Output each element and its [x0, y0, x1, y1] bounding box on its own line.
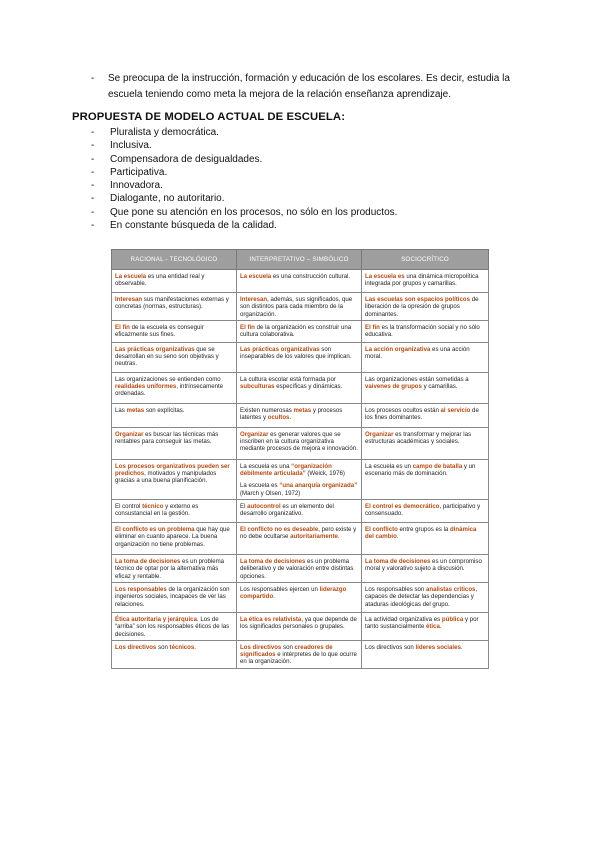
table-cell — [112, 372, 237, 403]
column-header-rational: RACIONAL - TECNOLÓGICO — [112, 250, 237, 270]
column-header-sociocritical: SOCIOCRÍTICO — [362, 250, 489, 270]
keyword-text: técnicos — [169, 643, 195, 651]
table-row — [112, 582, 489, 612]
keyword-text: campo de batalla — [412, 462, 463, 470]
keyword-text: Organizar — [240, 430, 269, 438]
keyword-text: pública — [441, 615, 464, 623]
list-bullet: - — [91, 127, 95, 138]
list-item: - Participativa. — [91, 166, 168, 178]
keyword-text: La escuela — [115, 273, 147, 280]
school-features-list — [91, 126, 397, 232]
list-item: - Compensadora de desigualdades. — [91, 153, 263, 165]
keyword-text: Los responsables — [115, 585, 167, 593]
cell-text: . — [337, 533, 340, 541]
table-cell — [112, 293, 237, 321]
school-models-table — [111, 249, 489, 669]
table-cell — [362, 612, 489, 640]
cell-text: de la organización es construir una cultura colaborativa. — [240, 323, 352, 339]
intro-text: Se preocupa de la instrucción, formación y educación de los escolares. Es decir, estudia la escuela teniendo como meta la mejora de la relación enseñanza aprendizaje. — [108, 73, 510, 100]
cell-text: sus manifestaciones externas y concretas (normas, estructuras). — [115, 296, 229, 311]
keyword-text: Interesan — [240, 296, 268, 303]
keyword-text: El fin — [365, 323, 380, 331]
table-cell — [112, 270, 237, 293]
keyword-text: técnico — [142, 503, 164, 511]
table-cell — [237, 372, 362, 403]
table-cell — [362, 293, 489, 321]
table-cell — [237, 523, 362, 555]
cell-text: . — [194, 643, 196, 651]
table-cell — [237, 403, 362, 427]
table-cell — [237, 555, 362, 583]
cell-text: son — [281, 643, 295, 651]
keyword-text: subculturas — [240, 383, 275, 391]
table-cell — [362, 372, 489, 403]
keyword-text: analistas críticos — [425, 585, 476, 593]
table-row — [112, 293, 489, 321]
cell-text: de liberación de la opresión de grupos dominantes. — [365, 296, 479, 318]
cell-text: . — [439, 623, 442, 631]
cell-text: es buscar las técnicas más rentables para conseguir las metas. — [115, 430, 219, 446]
keyword-text: Organizar — [115, 430, 144, 438]
keyword-text: Interesan — [115, 296, 143, 303]
cell-text: es un elemento del desarrollo organizativo. — [240, 503, 334, 518]
table-cell — [237, 293, 362, 321]
keyword-text: Las prácticas organizativas — [240, 345, 320, 353]
table-cell — [112, 582, 237, 612]
cell-text: , participativo y consensuado. — [365, 503, 481, 518]
cell-text: y por tanto sustancialmente — [365, 615, 479, 631]
keyword-text: La acción organizativa — [365, 345, 431, 353]
cell-text: de la escuela es conseguir eficazmente sus fines. — [115, 323, 204, 339]
table-cell — [237, 500, 362, 523]
keyword-text: Las prácticas organizativas — [115, 345, 195, 353]
intro-bullet: - — [91, 73, 95, 84]
table-cell — [112, 500, 237, 523]
table-cell — [362, 459, 489, 499]
table-cell — [237, 270, 362, 293]
cell-text: El control — [115, 503, 143, 511]
intro-paragraph — [91, 71, 531, 103]
keyword-text: ocultos — [267, 414, 290, 422]
table-cell — [362, 403, 489, 427]
cell-text: y procesos latentes y — [240, 406, 343, 422]
cell-text: (Weick, 1976) — [305, 470, 345, 478]
cell-text: . — [396, 533, 399, 541]
table-row — [112, 342, 489, 372]
list-item: - Dialogante, no autoritario. — [91, 193, 225, 205]
cell-text: es una acción moral. — [365, 345, 470, 361]
table-row — [112, 523, 489, 555]
table-cell — [362, 582, 489, 612]
table-body — [112, 270, 489, 669]
cell-text: Los procesos ocultos están — [365, 406, 441, 414]
cell-text: La cultura escolar está formada por — [240, 375, 336, 383]
keyword-text: La toma de decisiones — [365, 558, 431, 566]
cell-text: , ya que depende de los significados personales o grupales. — [240, 615, 357, 631]
table-cell — [362, 320, 489, 342]
list-bullet: - — [91, 153, 95, 165]
cell-text: , intrínsecamente ordenadas. — [115, 383, 224, 398]
keyword-text: Ética autoritaria y jerárquica — [115, 615, 197, 623]
cell-text: . — [289, 414, 292, 422]
cell-text: específicas y dinámicas. — [274, 383, 343, 391]
table-row — [112, 372, 489, 403]
table-cell — [112, 523, 237, 555]
cell-text: Las — [115, 406, 127, 414]
table-cell — [112, 342, 237, 372]
keyword-text: La ética es relativista — [240, 615, 302, 623]
cell-text: de los fines dominantes. — [365, 406, 479, 422]
list-item: - En constante búsqueda de la calidad. — [91, 220, 277, 232]
table-cell — [237, 459, 362, 499]
keyword-text: El fin — [240, 323, 255, 331]
cell-text: , pero existe y no debe ocultarse — [240, 526, 357, 541]
cell-text: son — [156, 643, 170, 651]
table-row — [112, 320, 489, 342]
list-bullet: - — [91, 166, 95, 178]
keyword-text: Los directivos — [115, 643, 157, 651]
cell-text: e intérpretes de lo que ocurre en la organización. — [240, 651, 357, 666]
table-row — [112, 612, 489, 640]
list-bullet: - — [91, 220, 95, 232]
keyword-text: liderazgo compartido — [240, 585, 347, 601]
keyword-text: El fin — [115, 323, 130, 331]
keyword-text: La escuela — [240, 273, 272, 280]
cell-text: . — [273, 593, 275, 601]
cell-text: . — [460, 643, 463, 651]
table-row — [112, 459, 489, 499]
table-cell — [112, 320, 237, 342]
cell-text: una dinámica micropolítica integrada por grupos y camarillas. — [365, 273, 479, 288]
table-row — [112, 640, 489, 668]
cell-text: es una construcción cultural. — [271, 273, 351, 280]
cell-text: es la transformación social y no sólo educativa. — [365, 323, 480, 339]
list-bullet: - — [91, 206, 95, 218]
cell-text: son inseparables de los valores que implican. — [240, 345, 352, 361]
table-cell — [112, 427, 237, 459]
cell-text: La escuela es — [240, 482, 280, 490]
cell-text: La escuela es una — [240, 462, 292, 470]
keyword-text: autocontrol — [247, 503, 281, 511]
cell-text: La actividad organizativa es — [365, 615, 442, 623]
table-cell — [362, 270, 489, 293]
cell-text: y camarillas. — [421, 383, 458, 391]
cell-text: Los directivos son — [365, 643, 416, 651]
cell-text: , además, sus significados, que son distintos para cada miembro de la organización. — [240, 296, 353, 318]
keyword-text: El control es democrático — [365, 503, 440, 511]
keyword-text: La toma de decisiones — [115, 558, 181, 566]
table-cell — [237, 427, 362, 459]
table-row — [112, 427, 489, 459]
keyword-text: dinámica del cambio — [365, 526, 477, 541]
cell-text: Existen numerosas — [240, 406, 294, 414]
table-cell — [237, 582, 362, 612]
table-row — [112, 555, 489, 583]
keyword-text: “una anarquía organizada” — [279, 482, 358, 490]
table-row — [112, 403, 489, 427]
table-cell — [112, 555, 237, 583]
keyword-text: Las escuelas son espacios políticos — [365, 296, 470, 303]
table-row — [112, 500, 489, 523]
table-cell — [362, 555, 489, 583]
cell-text: que se desarrollan en su seno son objetivas y neutras. — [115, 345, 219, 368]
keyword-text: líderes sociales — [415, 643, 461, 651]
table-cell — [362, 342, 489, 372]
cell-text: El — [240, 503, 248, 511]
list-bullet: - — [91, 140, 95, 152]
cell-text: de la organización son ingenieros sociales, incapaces de ver las relaciones. — [115, 585, 230, 608]
cell-text: La escuela es un — [365, 462, 413, 470]
keyword-text: vaivenes de grupos — [365, 383, 422, 391]
table-cell — [362, 500, 489, 523]
keyword-text: La escuela es — [365, 273, 405, 280]
cell-text: es un compromiso moral y valorativo sujeto a discusión. — [365, 558, 482, 573]
keyword-text: Los procesos organizativos pueden ser predichos — [115, 462, 230, 478]
list-item: - Inclusiva. — [91, 140, 152, 152]
keyword-text: La toma de decisiones — [240, 558, 306, 566]
table-cell — [362, 523, 489, 555]
cell-text: es generar valores que se inscriben en la cultura organizativa mediante procesos de mejora e innovación. — [240, 430, 358, 453]
table-header-row — [112, 250, 489, 270]
cell-text: y un escenario más de dominación. — [365, 462, 476, 478]
keyword-text: El conflicto no es deseable — [240, 526, 319, 534]
table-row — [112, 270, 489, 293]
table-cell — [112, 612, 237, 640]
keyword-text: realidades uniformes — [115, 383, 177, 391]
keyword-text: al servicio — [440, 406, 471, 414]
table-cell — [112, 640, 237, 668]
column-header-interpretive: INTERPRETATIVO – SIMBÓLICO — [237, 250, 362, 270]
list-item: - Que pone su atención en los procesos, no sólo en los productos. — [91, 206, 398, 218]
cell-text: Las organizaciones se entienden como — [115, 375, 221, 383]
table-cell — [112, 403, 237, 427]
table-cell — [237, 342, 362, 372]
section-heading: PROPUESTA DE MODELO ACTUAL DE ESCUELA: — [72, 111, 346, 123]
keyword-text: metas — [293, 406, 312, 414]
cell-text: Los responsables son — [365, 585, 426, 593]
keyword-text: “organización débilmente articulada” — [240, 462, 332, 478]
cell-text: . Los de “arriba” son los responsables éticos de las decisiones. — [115, 615, 230, 638]
keyword-text: metas — [126, 406, 145, 414]
keyword-text: creadores de significados — [240, 643, 333, 659]
table-cell — [237, 640, 362, 668]
table-cell — [362, 427, 489, 459]
cell-text: Las organizaciones están sometidas a — [365, 375, 469, 383]
cell-text: y externo es consustancial en la gestión. — [115, 503, 199, 518]
table-cell — [112, 459, 237, 499]
keyword-text: ética — [425, 623, 440, 631]
table-cell — [237, 612, 362, 640]
list-bullet: - — [91, 180, 95, 192]
list-item: - Pluralista y democrática. — [91, 127, 219, 138]
cell-text: es transformar y mejorar las estructuras académicas y sociales. — [365, 430, 471, 446]
keyword-text: Organizar — [365, 430, 394, 438]
keyword-text: autoritariamente — [290, 533, 338, 541]
table-cell — [362, 640, 489, 668]
cell-text: es una entidad real y observable. — [115, 273, 205, 288]
cell-text: Los responsables ejercen un — [240, 585, 320, 593]
keyword-text: El conflicto — [365, 526, 398, 534]
cell-text: que hay que eliminar en cuanto aparece. La buena organización no tiene problemas. — [115, 526, 230, 548]
cell-text: , motivados y manipulados gracias a una buena planificación. — [115, 470, 217, 485]
cell-text: es un problema deliberativo y de valoración entre distintas opciones. — [240, 558, 354, 580]
keyword-text: Los directivos — [240, 643, 282, 651]
cell-text: es un problema técnico de optar por la alternativa más eficaz y rentable. — [115, 558, 225, 580]
cell-text: entre grupos es la — [397, 526, 451, 534]
cell-text: son explícitas. — [144, 406, 185, 414]
list-bullet: - — [91, 193, 95, 205]
list-item: - Innovadora. — [91, 180, 163, 192]
cell-text: (March y Olsen, 1972) — [240, 489, 301, 497]
table-cell — [237, 320, 362, 342]
keyword-text: El conflicto es un problema — [115, 526, 195, 534]
cell-text: , capaces de detectar las dependencias y ataduras ideológicas del grupo. — [365, 585, 478, 608]
